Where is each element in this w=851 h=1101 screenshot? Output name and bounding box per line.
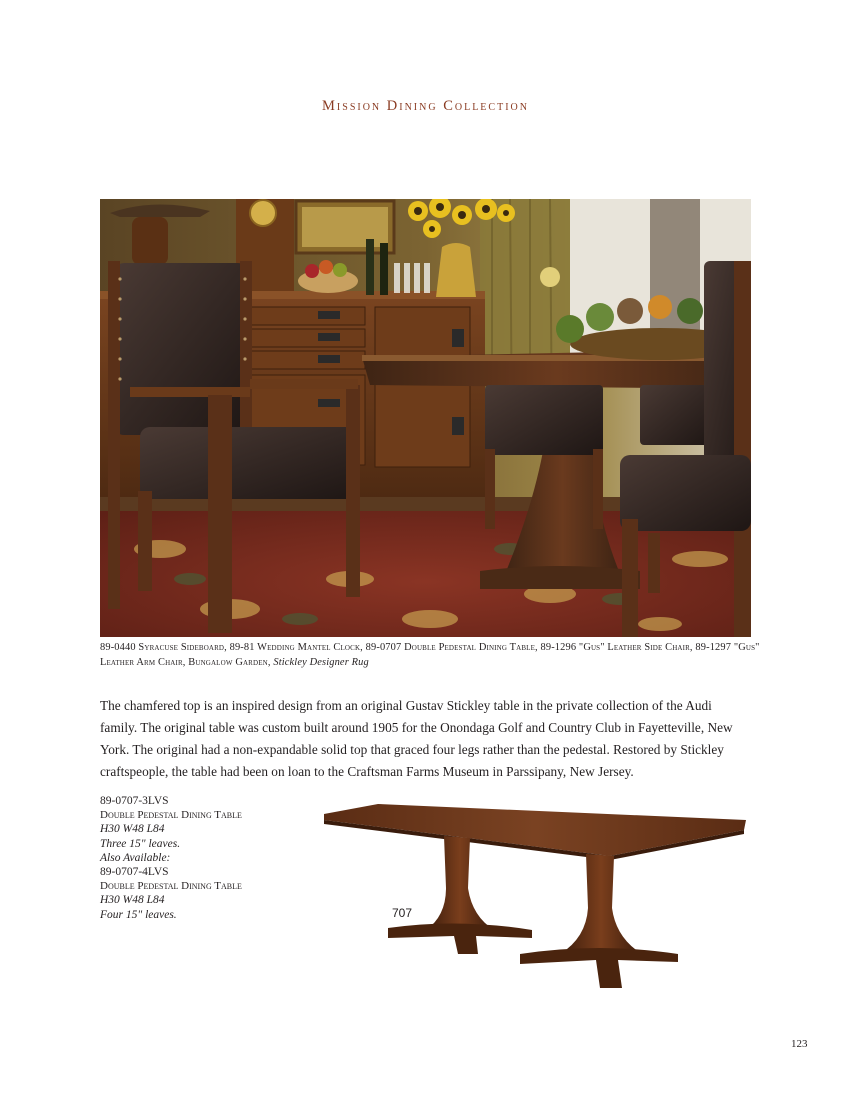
- dining-room-photo: [100, 199, 751, 637]
- photo-caption: [100, 640, 760, 670]
- product-name: Double Pedestal Dining Table: [100, 809, 242, 822]
- figure-number: 707: [392, 906, 413, 920]
- product-dimensions: H30 W48 L84: [100, 823, 165, 836]
- intro-paragraph: The chamfered top is an inspired design from an original Gustav Stickley table in the private collection of the Audi family. The original table was custom built around 1905 for the Onondaga Golf and Country Club in Fayetteville, New York. The original had a non-expandable solid top that graced four legs rather than the pedestal. Restored by Stickley craftspeople, the table had been on loan to the Craftsman Farms Museum in Parssipany, New Jersey.: [100, 698, 733, 779]
- product-sku: 89-0707-4LVS: [100, 866, 169, 879]
- page-number: 123: [791, 1038, 808, 1050]
- product-name: Double Pedestal Dining Table: [100, 880, 242, 893]
- double-pedestal-table-drawing: [318, 798, 750, 994]
- caption-products: 89-0440 Syracuse Sideboard, 89-81 Wedding Mantel Clock, 89-0707 Double Pedestal Dining Table, 89-1296 "Gus" Leather Side Chair, 89-1297 "Gus" Leather Arm Chair, Bungalow Garden,: [100, 642, 760, 668]
- page-title: Mission Dining Collection: [322, 98, 529, 114]
- also-available-label: Also Available:: [100, 851, 171, 864]
- product-sku: 89-0707-3LVS: [100, 795, 169, 807]
- product-leaves: Three 15" leaves.: [100, 837, 181, 850]
- product-leaves: Four 15" leaves.: [100, 908, 177, 921]
- caption-rug-name: Stickley Designer Rug: [273, 657, 369, 668]
- product-specs: [100, 794, 320, 922]
- product-dimensions: H30 W48 L84: [100, 894, 165, 907]
